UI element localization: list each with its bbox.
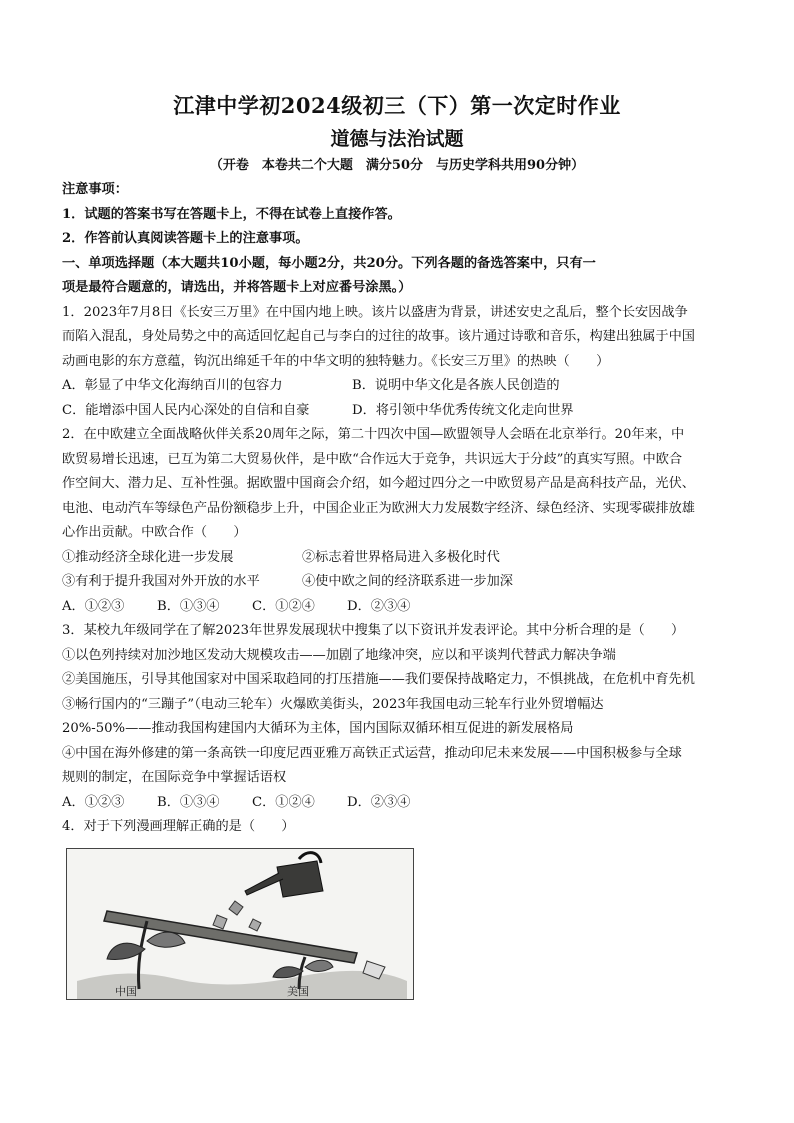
question-3-text: ③畅行国内的“三蹦子”（电动三轮车）火爆欧美街头，2023年我国电动三轮车行业外贸增幅达	[62, 696, 604, 712]
cartoon-label-usa: 美国	[287, 984, 309, 998]
option-d: D．将引领中华优秀传统文化走向世界	[352, 402, 574, 418]
statement-3: ③有利于提升我国对外开放的水平	[62, 574, 260, 589]
question-1-text: 动画电影的东方意蕴，钩沉出绵延千年的中华文明的独特魅力。《长安三万里》的热映（ ）	[62, 353, 610, 369]
sprout-leaf-right	[305, 960, 333, 971]
cartoon-drawing	[67, 849, 413, 999]
notice-item: 1．试题的答案书写在答题卡上，不得在试卷上直接作答。	[62, 206, 401, 222]
falling-paper	[249, 919, 261, 931]
question-3-options	[62, 791, 732, 816]
question-3-text: ①以色列持续对加沙地区发动大规模攻击——加剧了地缘冲突，应以和平谈判代替武力解决争端	[62, 647, 616, 663]
question-2-text: 作空间大、潜力足、互补性强。据欧盟中国商会介绍，如今超过四分之一中欧贸易产品是高科技产品，光伏、	[62, 476, 695, 491]
question-3-text: 3．某校九年级同学在了解2023年世界发展现状中搜集了以下资讯并发表评论。其中分析合理的是（ ）	[62, 623, 685, 638]
statement-4: ④使中欧之间的经济联系进一步加深	[302, 574, 513, 589]
option-c: C．①②④	[252, 794, 315, 810]
statement-1: ①推动经济全球化进一步发展	[62, 549, 234, 565]
exam-page	[62, 92, 732, 1000]
watering-can-handle	[299, 852, 321, 862]
question-2-statements	[62, 546, 732, 571]
question-1-options	[62, 399, 732, 424]
exam-info: （开卷 本卷共二个大题 满分50分 与历史学科共用90分钟）	[209, 158, 585, 173]
falling-paper	[229, 901, 243, 915]
question-1-text: 1．2023年7月8日《长安三万里》在中国内地上映。该片以盛唐为背景，讲述安史之乱后，整个长安因战争	[62, 304, 688, 320]
statement-2: ②标志着世界格局进入多极化时代	[302, 549, 500, 565]
exam-subtitle: 道德与法治试题	[330, 128, 464, 150]
option-b: B．①③④	[157, 794, 220, 810]
notice-item: 2．作答前认真阅读答题卡上的注意事项。	[62, 231, 309, 246]
option-d: D．②③④	[347, 794, 411, 810]
section-heading: 项是最符合题意的，请选出，并将答题卡上对应番号涂黑。）	[62, 280, 412, 295]
exam-title: 江津中学初2024级初三（下）第一次定时作业	[173, 93, 621, 118]
question-3-text: 20%-50%——推动我国构建国内大循环为主体，国内国际双循环相互促进的新发展格局	[62, 721, 574, 736]
question-1-options	[62, 374, 732, 399]
option-c: C．能增添中国人民内心深处的自信和自豪	[62, 402, 310, 418]
question-2-text: 电池、电动汽车等绿色产品份额稳步上升，中国企业正为欧洲大力发展数字经济、绿色经济、实现零碳排放雄	[62, 500, 695, 516]
question-3-text: 规则的制定，在国际竞争中掌握话语权	[62, 770, 287, 785]
notice-heading: 注意事项：	[62, 182, 128, 197]
question-3-text: ④中国在海外修建的第一条高铁一印度尼西亚雅万高铁正式运营，推动印尼未来发展——中国积极参与全球	[62, 745, 682, 761]
option-b: B．说明中华文化是各族人民创造的	[352, 378, 560, 393]
cartoon-image	[66, 848, 414, 1000]
option-d: D．②③④	[347, 598, 411, 614]
option-c: C．①②④	[252, 598, 315, 614]
option-b: B．①③④	[157, 598, 220, 614]
falling-paper	[213, 915, 227, 929]
watering-can-spout	[245, 873, 283, 895]
cartoon-label-china: 中国	[115, 984, 137, 998]
option-a: A．①②③	[62, 794, 125, 810]
question-2-text: 欧贸易增长迅速，已互为第二大贸易伙伴，是中欧“合作远大于竞争，共识远大于分歧”的真实写照。中欧合	[62, 451, 683, 467]
question-2-options	[62, 595, 732, 620]
question-3-text: ②美国施压，引导其他国家对中国采取趋同的打压措施——我们要保持战略定力，不惧挑战，在危机中育先机	[62, 672, 695, 687]
option-a: A．彰显了中华文化海纳百川的包容力	[62, 378, 283, 393]
watering-can-body	[277, 861, 323, 897]
question-2-statements	[62, 570, 732, 595]
section-heading: 一、单项选择题（本大题共10小题，每小题2分，共20分。下列各题的备选答案中，只有一	[62, 255, 596, 271]
question-1-text: 而陷入混乱，身处局势之中的高适回忆起自己与李白的过往的故事。该片通过诗歌和音乐，构建出独属于中国	[62, 329, 695, 344]
option-a: A．①②③	[62, 598, 125, 614]
question-2-text: 心作出贡献。中欧合作（ ）	[62, 525, 247, 540]
question-2-text: 2．在中欧建立全面战略伙伴关系20周年之际，第二十四次中国—欧盟领导人会晤在北京举行。20年来，中	[62, 427, 685, 442]
question-4-text: 4．对于下列漫画理解正确的是（ ）	[62, 819, 295, 834]
